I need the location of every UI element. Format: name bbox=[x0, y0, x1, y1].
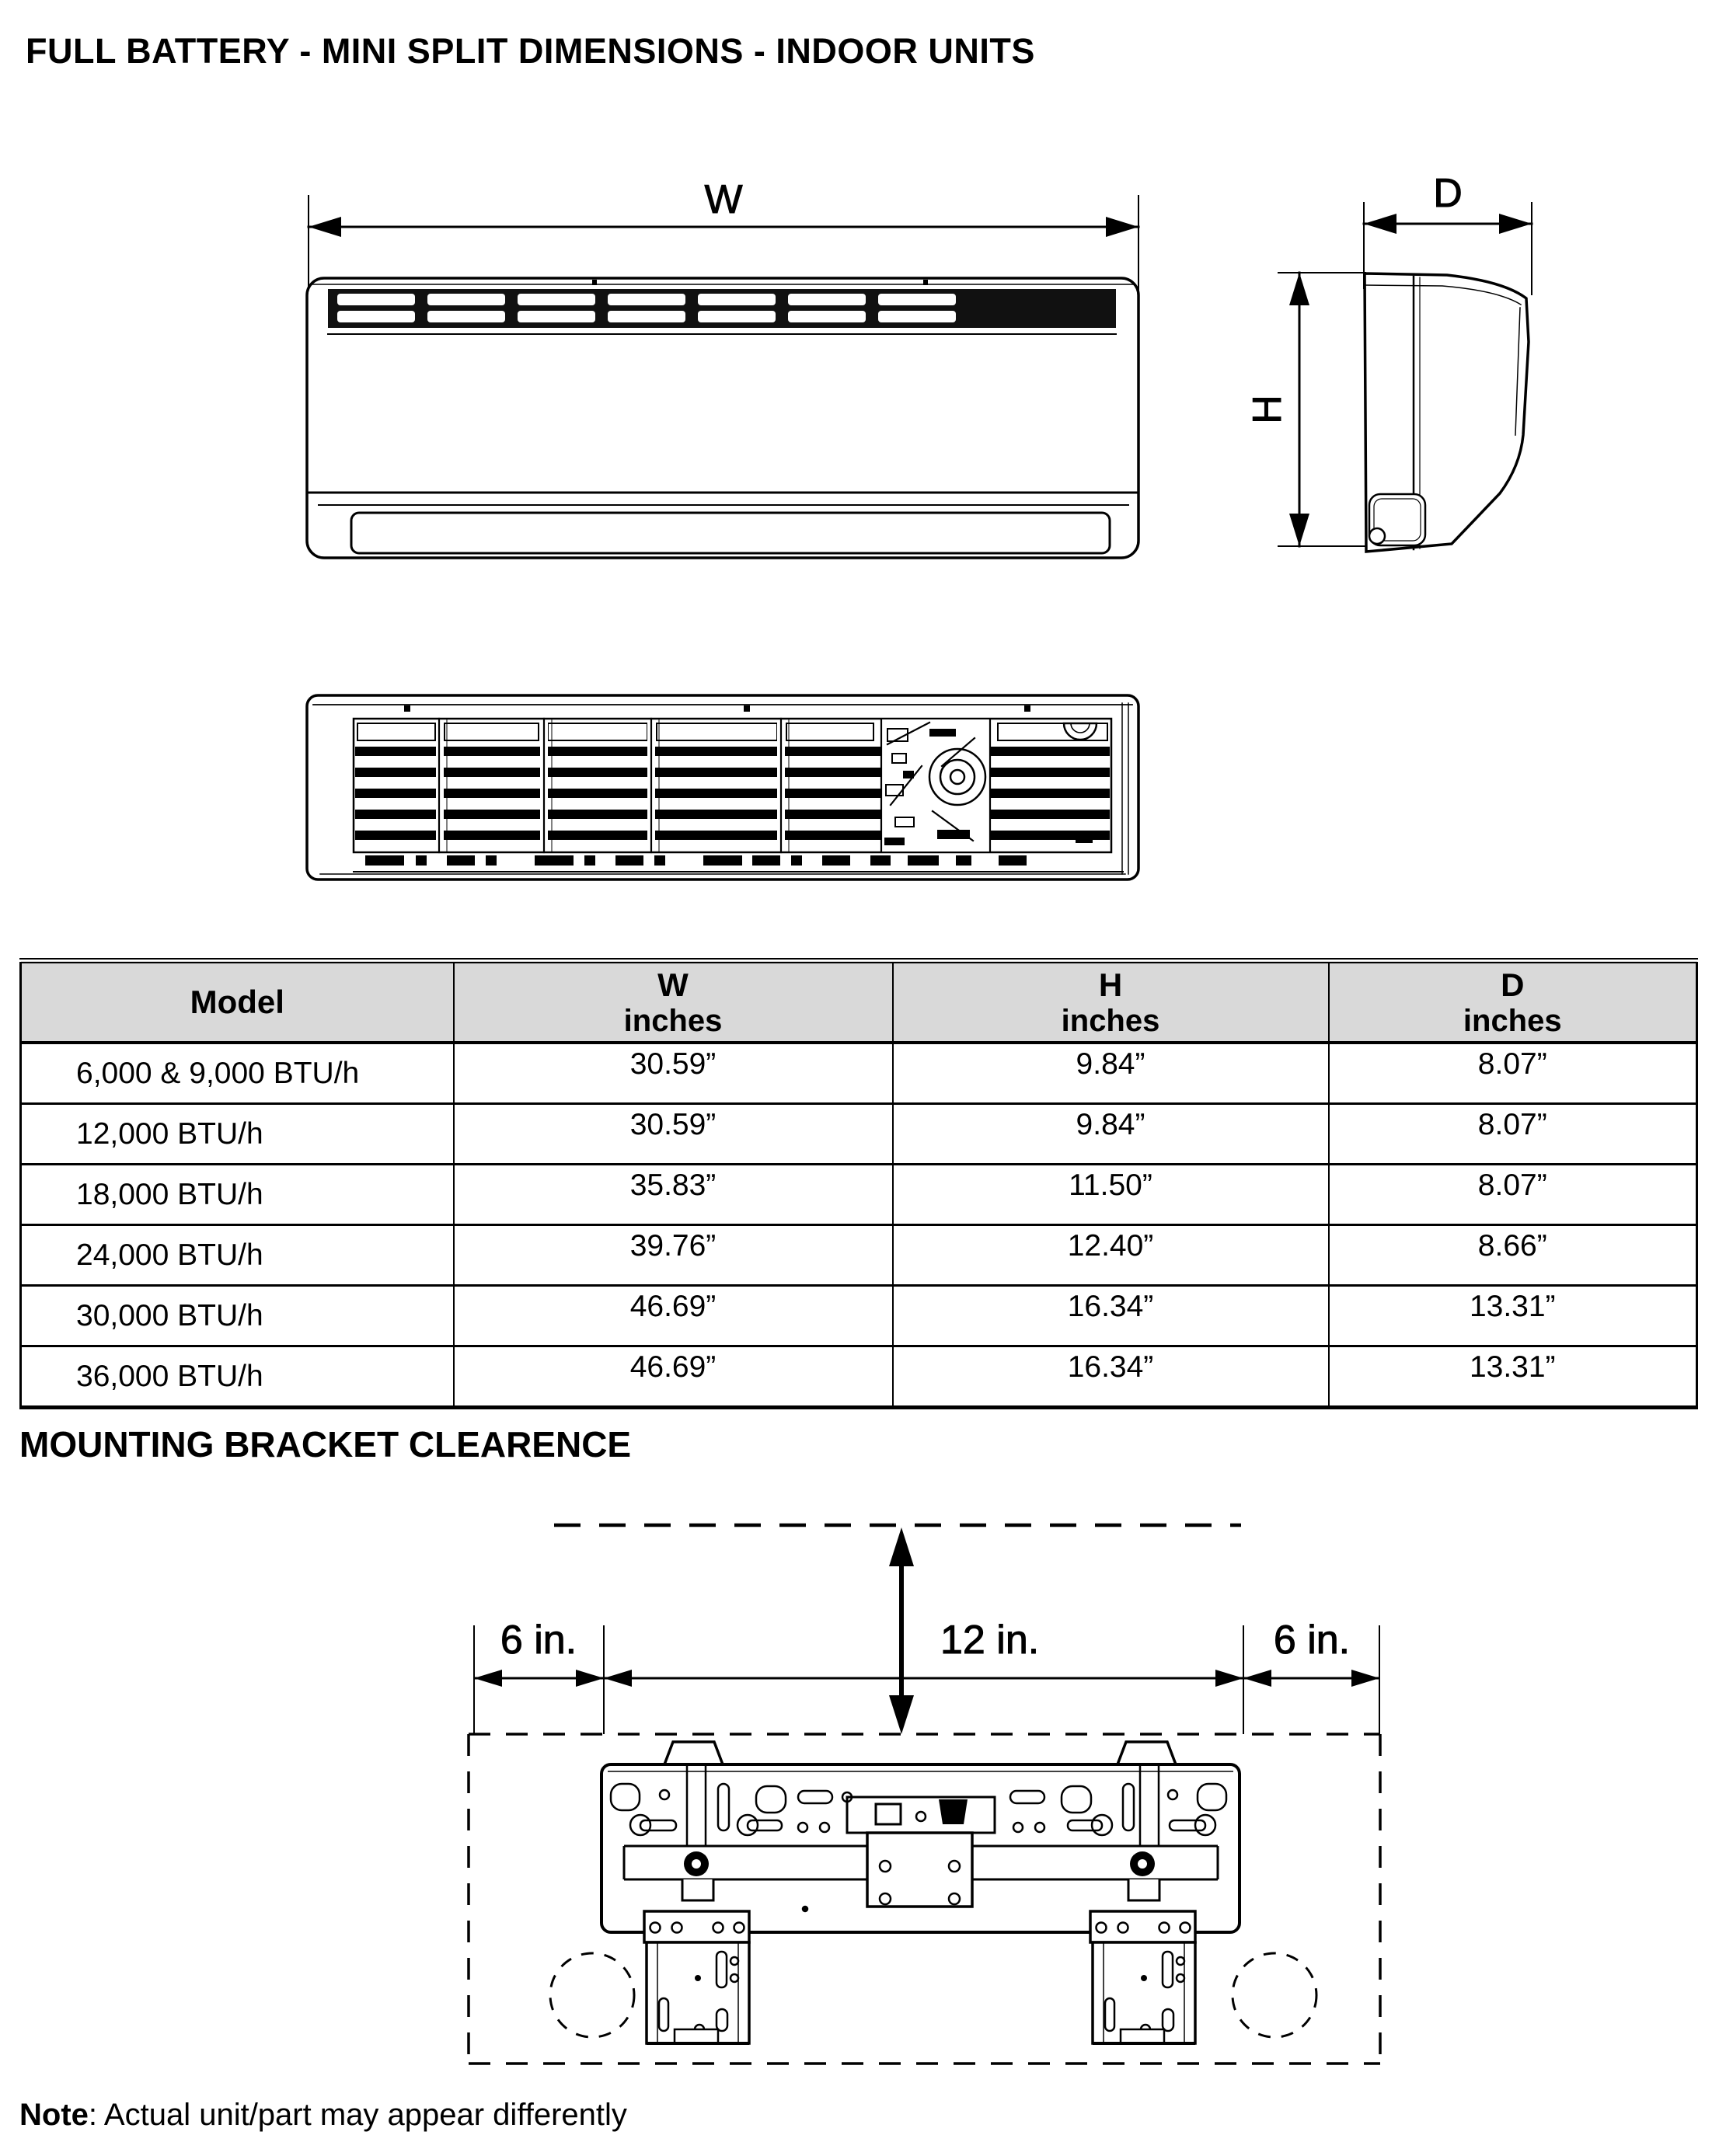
ceiling-clearance bbox=[554, 1525, 1241, 1734]
h-cell: 9.84” bbox=[893, 1104, 1329, 1165]
table-row bbox=[21, 1104, 1697, 1165]
w-cell: 39.76” bbox=[454, 1225, 893, 1286]
model-cell: 6,000 & 9,000 BTU/h bbox=[21, 1043, 454, 1104]
table-row bbox=[21, 1043, 1697, 1104]
d-cell: 8.07” bbox=[1329, 1165, 1697, 1225]
column-header-w: W inches bbox=[454, 961, 893, 1043]
h-cell: 12.40” bbox=[893, 1225, 1329, 1286]
width-dimension-label: W bbox=[704, 177, 743, 222]
table-row bbox=[21, 1165, 1697, 1225]
clearance-center-label: 12 in. bbox=[940, 1618, 1040, 1663]
model-cell: 18,000 BTU/h bbox=[21, 1165, 454, 1225]
column-header-d: D inches bbox=[1329, 961, 1697, 1043]
column-header-model: Model bbox=[21, 961, 454, 1043]
w-cell: 30.59” bbox=[454, 1104, 893, 1165]
table-row bbox=[21, 1346, 1697, 1408]
d-cell: 8.07” bbox=[1329, 1104, 1697, 1165]
note-label: Note bbox=[19, 2098, 89, 2132]
column-header-h: H inches bbox=[893, 961, 1329, 1043]
section-heading: MOUNTING BRACKET CLEARENCE bbox=[19, 1424, 632, 1465]
depth-dimension-label: D bbox=[1433, 171, 1463, 216]
dimensions-table bbox=[19, 958, 1698, 1409]
height-dimension bbox=[1245, 273, 1369, 546]
page-title: FULL BATTERY - MINI SPLIT DIMENSIONS - INDOOR UNITS bbox=[26, 31, 1035, 71]
mounting-bracket bbox=[601, 1742, 1240, 2043]
h-cell: 16.34” bbox=[893, 1286, 1329, 1346]
front-view-drawing bbox=[307, 177, 1138, 558]
side-view-drawing bbox=[1245, 171, 1532, 552]
clearance-left-label: 6 in. bbox=[500, 1618, 577, 1663]
d-cell: 8.66” bbox=[1329, 1225, 1697, 1286]
drill-hole-right bbox=[1233, 1953, 1316, 2037]
d-cell: 13.31” bbox=[1329, 1346, 1697, 1408]
w-cell: 46.69” bbox=[454, 1346, 893, 1408]
note-text: : Actual unit/part may appear differently bbox=[88, 2098, 627, 2132]
fan-motor-detail bbox=[881, 719, 990, 852]
model-cell: 30,000 BTU/h bbox=[21, 1286, 454, 1346]
model-cell: 12,000 BTU/h bbox=[21, 1104, 454, 1165]
clearance-dimensions bbox=[474, 1618, 1379, 1734]
model-cell: 36,000 BTU/h bbox=[21, 1346, 454, 1408]
h-cell: 16.34” bbox=[893, 1346, 1329, 1408]
drill-hole-left bbox=[550, 1953, 634, 2037]
d-cell: 13.31” bbox=[1329, 1286, 1697, 1346]
h-cell: 9.84” bbox=[893, 1043, 1329, 1104]
mounting-bracket-clearance-diagram bbox=[0, 1476, 1719, 2098]
indoor-unit-drawings bbox=[0, 0, 1719, 940]
w-cell: 30.59” bbox=[454, 1043, 893, 1104]
bracket-leg-right bbox=[1090, 1911, 1195, 2043]
height-dimension-label: H bbox=[1245, 395, 1290, 424]
bracket-leg bbox=[644, 1911, 749, 2043]
model-cell: 24,000 BTU/h bbox=[21, 1225, 454, 1286]
table-row bbox=[21, 1225, 1697, 1286]
w-cell: 46.69” bbox=[454, 1286, 893, 1346]
note bbox=[19, 2098, 627, 2133]
table-header-row bbox=[21, 961, 1697, 1043]
d-cell: 8.07” bbox=[1329, 1043, 1697, 1104]
h-cell: 11.50” bbox=[893, 1165, 1329, 1225]
bottom-view-drawing bbox=[307, 695, 1138, 879]
table-row bbox=[21, 1286, 1697, 1346]
w-cell: 35.83” bbox=[454, 1165, 893, 1225]
clearance-right-label: 6 in. bbox=[1273, 1618, 1351, 1663]
side-flap-detail bbox=[1369, 494, 1425, 545]
